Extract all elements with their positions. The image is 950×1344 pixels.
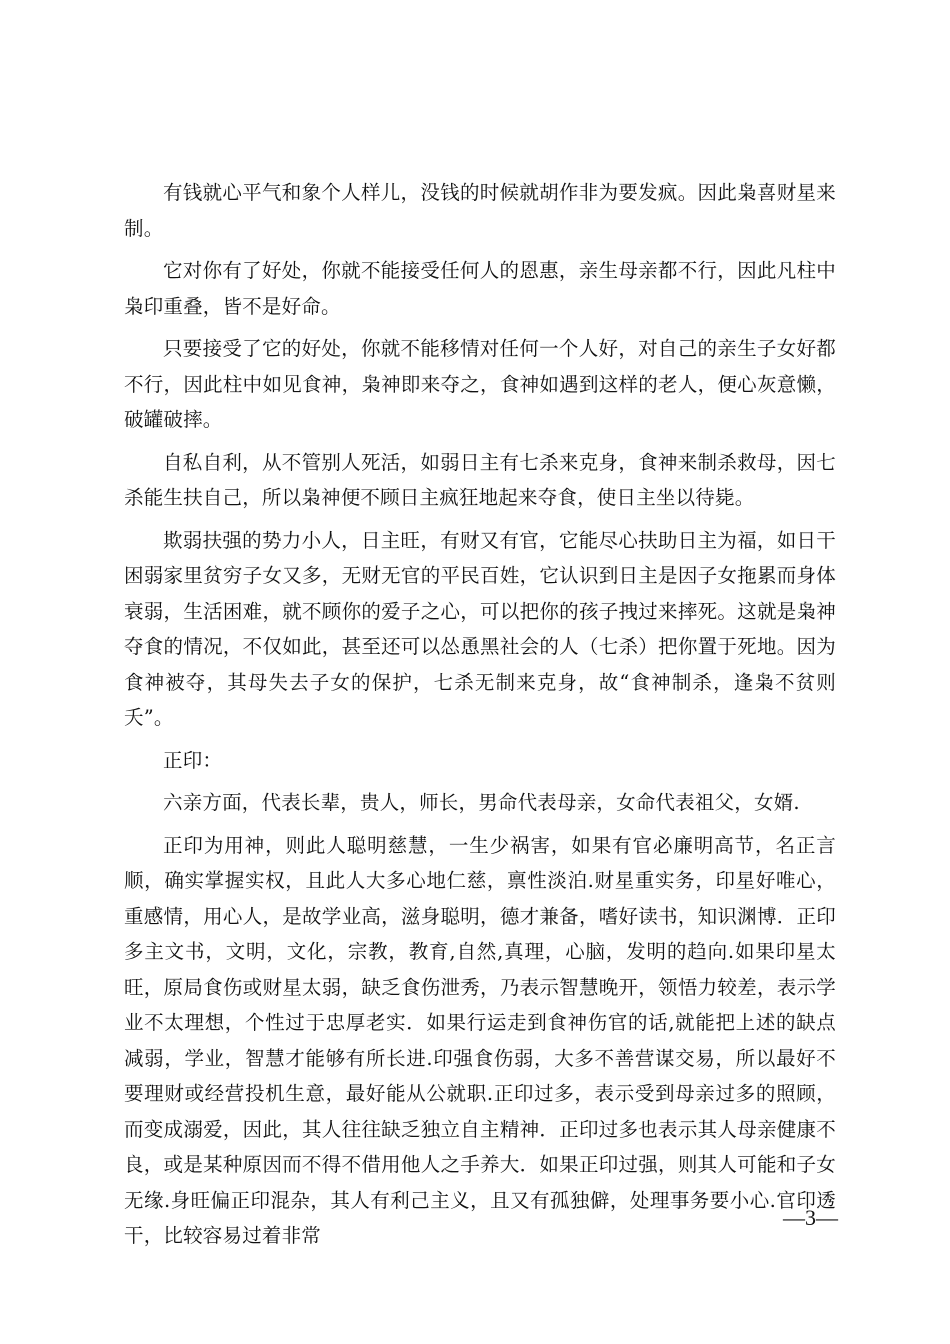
paragraph: 有钱就心平气和象个人样儿，没钱的时候就胡作非为要发疯。因此枭喜财星来制。 — [124, 181, 836, 240]
paragraph: 它对你有了好处，你就不能接受任何人的恩惠，亲生母亲都不行，因此凡柱中枭印重叠，皆不是好命。 — [124, 259, 836, 318]
page-number: —3— — [783, 1205, 838, 1230]
paragraph: 正印为用神，则此人聪明慈慧，一生少祸害，如果有官必廉明高节，名正言顺，确实掌握实权，且此人大多心地仁慈，禀性淡泊.财星重实务，印星好唯心，重感情，用心人，是故学业高，滋身聪明，德才兼备，嗜好读书，知识渊博．正印多主文书，文明，文化，宗教，教育,自然,真理，心脑，发明的趋向.如果印星太旺，原局食伤或财星太弱，缺乏食伤泄秀，乃表示智慧晚开，领悟力较差，表示学业不太理想，个性过于忠厚老实．如果行运走到食神伤官的话,就能把上述的缺点减弱，学业，智慧才能够有所长进.印强食伤弱，大多不善营谋交易，所以最好不要理财或经营投机生意，最好能从公就职.正印过多，表示受到母亲过多的照顾，而变成溺爱，因此，其人往往缺乏独立自主精神．正印过多也表示其人母亲健康不良，或是某种原因而不得不借用他人之手养大．如果正印过强，则其人可能和子女无缘.身旺偏正印混杂，其人有利己主义，且又有孤独僻，处理事务要小心.官印透干，比较容易过着非常 — [124, 833, 836, 1247]
section-heading: 正印： — [163, 748, 223, 772]
body-text — [124, 175, 836, 1261]
paragraph: 只要接受了它的好处，你就不能移情对任何一个人好，对自己的亲生子女好都不行，因此柱中如见食神，枭神即来夺之，食神如遇到这样的老人，便心灰意懒，破罐破摔。 — [124, 337, 836, 431]
paragraph: 六亲方面，代表长辈，贵人，师长，男命代表母亲，女命代表祖父，女婿. — [163, 791, 800, 814]
paragraph: 欺弱扶强的势力小人，日主旺，有财又有官，它能尽心扶助日主为福，如日干困弱家里贫穷子女又多，无财无官的平民百姓，它认识到日主是因子女拖累而身体衰弱，生活困难，就不顾你的爱子之心，可以把你的孩子拽过来摔死。这就是枭神夺食的情况，不仅如此，甚至还可以怂恿黑社会的人（七杀）把你置于死地。因为食神被夺，其母失去子女的保护，七杀无制来克身，故“食神制杀，逢枭不贫则夭”。 — [124, 528, 836, 729]
paragraph: 自私自利，从不管别人死活，如弱日主有七杀来克身，食神来制杀救母，因七杀能生扶自己，所以枭神便不顾日主疯狂地起来夺食，使日主坐以待毙。 — [124, 450, 836, 509]
